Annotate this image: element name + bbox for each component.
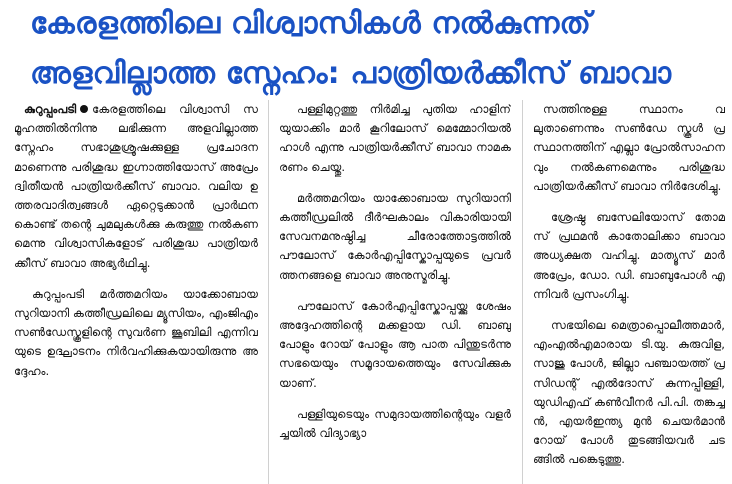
paragraph: പൗലോസ് കോർഎപ്പിസ്കോപ്പയ്ക്കു ശേഷം അദ്ദേഹത്തിന്റെ മക്കളായ ഡി. ബാബു പോളും റോയ് പോളും ആ പാത പിന്തുടർന്നു സഭയെയും സമൂദായത്തെയും സേവിക്കുകയാണ്. — [279, 298, 511, 390]
paragraph-text: കേരളത്തിലെ വിശ്വാസി സമൂഹത്തിൽനിന്നു ലഭിക്കുന്ന അളവില്ലാത്ത സ്നേഹം സഭാശുശ്രൂഷക്കുള്ള പ്രചോദനമാണെന്നു പരിശുദ്ധ ഇഗ്നാത്തിയോസ് അപ്രേം ദ്വിതീയൻ പാത്രിയർക്കീസ് ബാവാ. വലിയ ഉത്തരവാദിത്വങ്ങൾ ഏറ്റെടുക്കാൻ പ്രാർഥനകൊണ്ട് തന്റെ ചുമലുകൾക്കു കരുത്തു നൽകണമെന്നു വിശ്വാസികളോട് പരിശുദ്ധ പാത്രിയർക്കീസ് ബാവാ അഭ്യർഥിച്ചു. — [14, 102, 258, 270]
article-body — [0, 100, 732, 484]
paragraph: കുറുപ്പംപടി മർത്തമറിയം യാക്കോബായ സുറിയാനി കത്തീഡ്രലിലെ മ്യൂസിയം, എംജിഎം സൺഡേസ്കൂളിന്റെ സുവർണ ജൂബിലി എന്നിവയുടെ ഉദ്ഘാടനം നിർവഹിക്കുകയായിരുന്നു അദ്ദേഹം. — [14, 286, 258, 378]
paragraph: മർത്തമറിയം യാക്കോബായ സുറിയാനി കത്തീഡ്രലിൽ ദീർഘകാലം വികാരിയായി സേവനമനുഷ്ഠിച്ച ചീരോത്തോട്ടത്തിൽ പൗലോസ് കോർഎപ്പിസ്കോപ്പയുടെ പ്രവർത്തനങ്ങളെ ബാവാ അനുസ്മരിച്ചു. — [279, 190, 511, 282]
column-divider — [268, 100, 269, 484]
paragraph: പള്ളിമുറ്റത്തു നിർമിച്ച പുതിയ ഹാളിന് യുയാക്കിം മാർ കൂറിലോസ് മെമ്മോറിയൽ ഹാൾ എന്നു പാത്രിയർക്കീസ് ബാവാ നാമകരണം ചെയ്തു. — [279, 102, 511, 174]
paragraph: ശ്രേഷ്ഠ ബസേലിയോസ് തോമസ് പ്രഥമൻ കാതോലിക്കാ ബാവാ അധ്യക്ഷത വഹിച്ചു. മാത്യൂസ് മാർ അപ്രേം, ഡോ. ഡി. ബാബുപോൾ എന്നിവർ പ്രസംഗിച്ചു. — [533, 210, 725, 301]
article-column-1 — [14, 100, 258, 484]
paragraph: സത്തിനുള്ള സ്ഥാനം വലുതാണെന്നും സൺഡേ സ്കൂൾ പ്രസ്ഥാനത്തിന് എല്ലാ പ്രോൽസാഹനവും നൽകണമെന്നും പരിശുദ്ധ പാത്രിയർക്കീസ് ബാവാ നിർദേശിച്ചു. — [533, 102, 725, 193]
paragraph — [14, 100, 258, 273]
article-column-3 — [533, 100, 725, 484]
paragraph: പള്ളിയുടെയും സമുദായത്തിന്റെയും വളർച്ചയിൽ വിദ്യാഭ്യാ — [279, 406, 511, 441]
column-divider — [522, 100, 523, 484]
headline-line-2: അളവില്ലാത്ത സ്നേഹം: പാത്രിയർക്കീസ് ബാവാ — [30, 56, 672, 91]
article-column-2 — [279, 100, 511, 484]
paragraph: സഭയിലെ മെത്രാപ്പൊലീത്തമാർ, എംഎൽഎമാരായ ടി.യു. കുരുവിള, സാജു പോൾ, ജില്ലാ പഞ്ചായത്ത് പ്രസിഡന്റ് എൽദോസ് കുന്നപ്പിള്ളി, യുഡിഎഫ് കൺവീനർ പി.പി. തങ്കച്ചൻ, എയർഇന്ത്യ മുൻ ചെയർമാൻ റോയ് പോൾ തുടങ്ങിയവർ ചടങ്ങിൽ പങ്കെടുത്തു. — [533, 318, 725, 467]
bullet-icon — [80, 105, 88, 113]
headline-line-1: കേരളത്തിലെ വിശ്വാസികൾ നൽകുന്നത് — [30, 6, 591, 41]
dateline: കുറുപ്പംപടി — [24, 102, 77, 116]
